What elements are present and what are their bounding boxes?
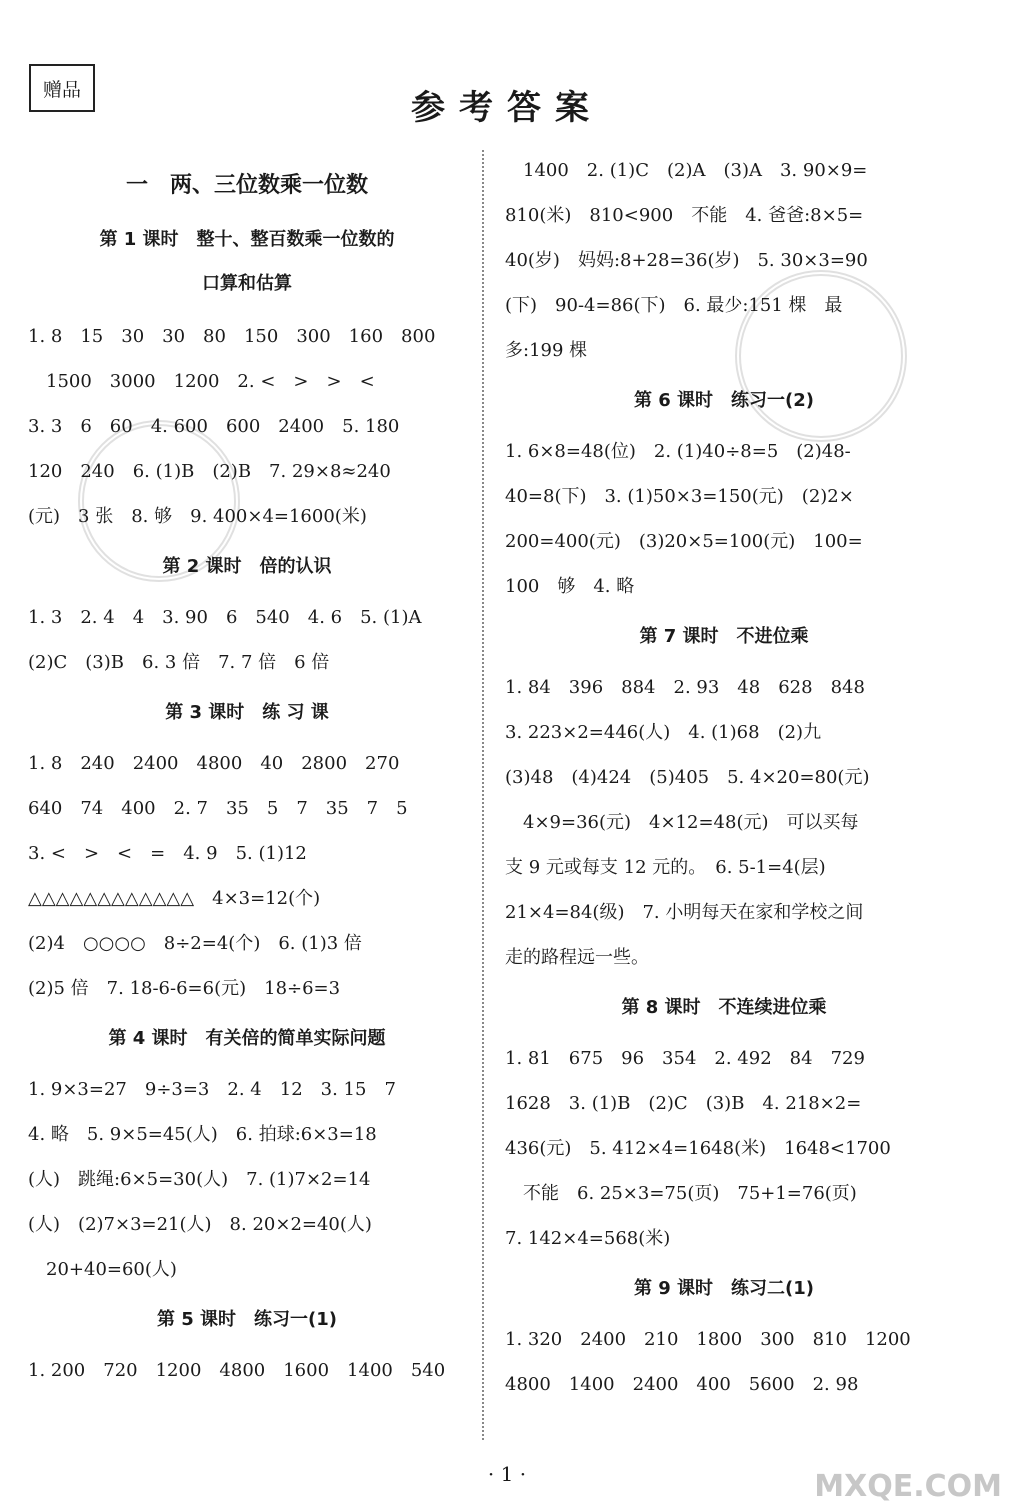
answer-line: (2)C (3)B 6. 3 倍 7. 7 倍 6 倍 — [28, 652, 330, 673]
answer-line: 21×4=84(级) 7. 小明每天在家和学校之间 — [505, 902, 864, 923]
page-title: 参考答案 — [411, 88, 603, 128]
answer-line: 120 240 6. (1)B (2)B 7. 29×8≈240 — [28, 461, 391, 482]
watermark: MXQE.COM — [814, 1469, 1002, 1504]
answer-line: 1. 81 675 96 354 2. 492 84 729 — [505, 1048, 865, 1069]
answer-line: (下) 90-4=86(下) 6. 最少:151 棵 最 — [505, 295, 843, 316]
lesson-5 — [28, 1292, 466, 1393]
lesson-8 — [505, 980, 943, 1261]
answer-line: 1. 8 15 30 30 80 150 300 160 800 — [28, 326, 436, 347]
answer-line: 3. 3 6 60 4. 600 600 2400 5. 180 — [28, 416, 400, 437]
lesson-heading: 第 2 课时 倍的认识 — [162, 556, 332, 577]
lesson-heading — [28, 218, 466, 306]
lesson-heading: 第 8 课时 不连续进位乘 — [621, 997, 827, 1018]
lesson-heading: 第 9 课时 练习二(1) — [633, 1278, 815, 1299]
lesson-1 — [28, 218, 466, 539]
answer-line: 1. 9×3=27 9÷3=3 2. 4 12 3. 15 7 — [28, 1079, 396, 1100]
lesson-heading: 第 5 课时 练习一(1) — [156, 1309, 338, 1330]
answer-line: 支 9 元或每支 12 元的。 6. 5-1=4(层) — [505, 857, 826, 878]
answer-line: 7. 142×4=568(米) — [505, 1228, 671, 1249]
answer-line: 4800 1400 2400 400 5600 2. 98 — [505, 1374, 859, 1395]
answer-line: 40=8(下) 3. (1)50×3=150(元) (2)2× — [505, 486, 854, 507]
answer-line: 1400 2. (1)C (2)A (3)A 3. 90×9= — [505, 160, 868, 181]
answer-line: 4×9=36(元) 4×12=48(元) 可以买每 — [505, 812, 859, 833]
right-column — [505, 148, 943, 1407]
answer-line: 810(米) 810<900 不能 4. 爸爸:8×5= — [505, 205, 864, 226]
answer-line: 1. 3 2. 4 4 3. 90 6 540 4. 6 5. (1)A — [28, 607, 422, 628]
answer-line: (人) 跳绳:6×5=30(人) 7. (1)7×2=14 — [28, 1169, 371, 1190]
answer-line: △△△△△△△△△△△△ 4×3=12(个) — [28, 888, 321, 909]
lesson-9 — [505, 1261, 943, 1407]
answer-line: (人) (2)7×3=21(人) 8. 20×2=40(人) — [28, 1214, 372, 1235]
lesson-heading-line: 口算和估算 — [202, 273, 292, 294]
answer-line: 3. < > < = 4. 9 5. (1)12 — [28, 843, 307, 864]
answer-line: 1. 84 396 884 2. 93 48 628 848 — [505, 677, 865, 698]
answer-line: 不能 6. 25×3=75(页) 75+1=76(页) — [505, 1183, 857, 1204]
answer-line: 40(岁) 妈妈:8+28=36(岁) 5. 30×3=90 — [505, 250, 868, 271]
lesson-2 — [28, 539, 466, 685]
answer-line: (2)5 倍 7. 18-6-6=6(元) 18÷6=3 — [28, 978, 341, 999]
answer-line: 436(元) 5. 412×4=1648(米) 1648<1700 — [505, 1138, 891, 1159]
lesson-3 — [28, 685, 466, 1011]
lesson-4 — [28, 1011, 466, 1292]
left-column — [28, 148, 466, 1393]
answer-line: 3. 223×2=446(人) 4. (1)68 (2)九 — [505, 722, 822, 743]
lesson-7 — [505, 609, 943, 980]
lesson-heading-line: 第 1 课时 整十、整百数乘一位数的 — [99, 229, 395, 250]
lesson-5-continued — [505, 148, 943, 373]
answer-line: 4. 略 5. 9×5=45(人) 6. 拍球:6×3=18 — [28, 1124, 377, 1145]
answer-line: (3)48 (4)424 (5)405 5. 4×20=80(元) — [505, 767, 870, 788]
column-divider — [482, 150, 484, 1440]
answer-line: 1. 200 720 1200 4800 1600 1400 540 — [28, 1360, 446, 1381]
answer-line: 多:199 棵 — [505, 340, 588, 361]
answer-line: 200=400(元) (3)20×5=100(元) 100= — [505, 531, 863, 552]
answer-line: 640 74 400 2. 7 35 5 7 35 7 5 — [28, 798, 408, 819]
answer-line: 1. 8 240 2400 4800 40 2800 270 — [28, 753, 400, 774]
lesson-heading: 第 4 课时 有关倍的简单实际问题 — [108, 1028, 386, 1049]
lesson-heading: 第 7 课时 不进位乘 — [639, 626, 809, 647]
answer-line: 1500 3000 1200 2. < > > < — [28, 371, 375, 392]
answer-line: 走的路程远一些。 — [505, 947, 649, 968]
answer-line: 1. 320 2400 210 1800 300 810 1200 — [505, 1329, 911, 1350]
chapter-heading: 一 两、三位数乘一位数 — [125, 173, 368, 198]
answer-line: 100 够 4. 略 — [505, 576, 635, 597]
page-number: · 1 · — [487, 1462, 527, 1486]
answer-line: 1. 6×8=48(位) 2. (1)40÷8=5 (2)48- — [505, 441, 851, 462]
lesson-heading: 第 3 课时 练 习 课 — [165, 702, 329, 723]
gift-badge: 赠品 — [29, 64, 95, 112]
lesson-6 — [505, 373, 943, 609]
answer-line: (2)4 ○○○○ 8÷2=4(个) 6. (1)3 倍 — [28, 933, 362, 954]
answer-line: 20+40=60(人) — [28, 1259, 177, 1280]
answer-line: (元) 3 张 8. 够 9. 400×4=1600(米) — [28, 506, 367, 527]
answer-line: 1628 3. (1)B (2)C (3)B 4. 218×2= — [505, 1093, 862, 1114]
lesson-heading: 第 6 课时 练习一(2) — [633, 390, 815, 411]
